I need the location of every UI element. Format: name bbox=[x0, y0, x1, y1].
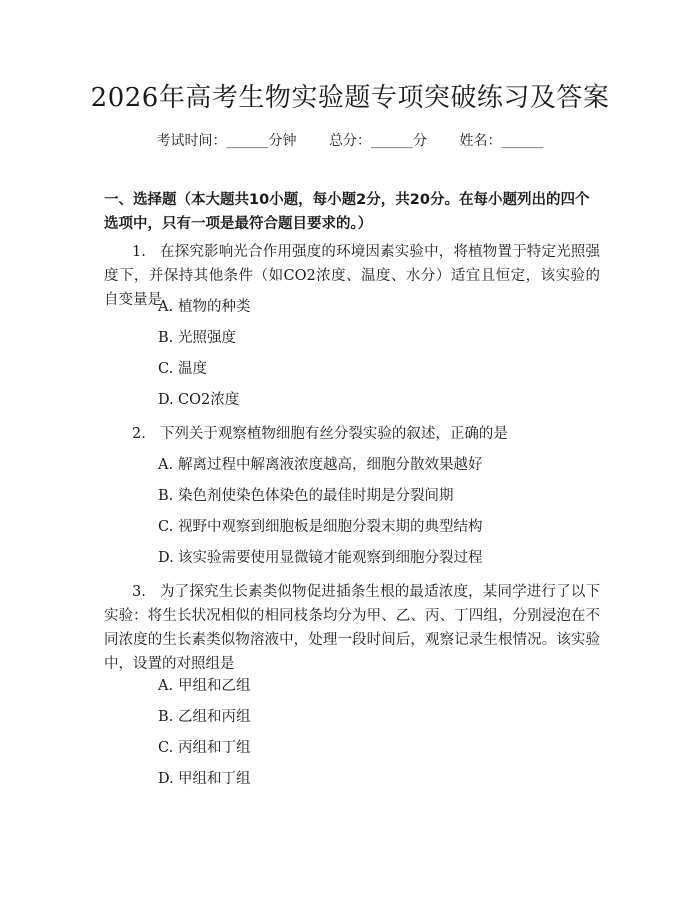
question-2-option-b bbox=[158, 485, 454, 507]
option-text: 甲组和乙组 bbox=[178, 678, 251, 694]
option-text: 光照强度 bbox=[178, 330, 236, 346]
question-2-option-d bbox=[158, 547, 483, 569]
question-number: 1. bbox=[132, 244, 146, 260]
question-1-option-b bbox=[158, 327, 236, 349]
option-label: B. bbox=[158, 330, 174, 346]
option-label: D. bbox=[158, 392, 174, 408]
option-text: 温度 bbox=[178, 361, 207, 377]
option-text: CO2浓度 bbox=[178, 392, 240, 408]
question-number: 3. bbox=[132, 584, 146, 600]
option-text: 解离过程中解离液浓度越高，细胞分散效果越好 bbox=[178, 457, 483, 473]
option-label: B. bbox=[158, 709, 174, 725]
question-1-option-c bbox=[158, 358, 207, 380]
option-label: A. bbox=[158, 299, 174, 315]
question-3 bbox=[104, 580, 600, 676]
section-heading: 一、选择题（本大题共10小题，每小题2分，共20分。在每小题列出的四个选项中，只有一项是最符合题目要求的。） bbox=[104, 192, 590, 232]
student-name-field: 姓名：______ bbox=[459, 133, 544, 149]
question-3-option-b bbox=[158, 706, 251, 728]
option-label: C. bbox=[158, 519, 174, 535]
page-title: 2026年高考生物实验题专项突破练习及答案 bbox=[90, 83, 610, 113]
option-label: B. bbox=[158, 488, 174, 504]
question-1-option-a bbox=[158, 296, 251, 318]
question-stem: 在探究影响光合作用强度的环境因素实验中，将植物置于特定光照强度下，并保持其他条件（如CO2浓度、温度、水分）适宜且恒定，该实验的自变量是 bbox=[104, 244, 600, 308]
option-text: 视野中观察到细胞板是细胞分裂末期的典型结构 bbox=[178, 519, 483, 535]
option-label: C. bbox=[158, 740, 174, 756]
option-text: 丙组和丁组 bbox=[178, 740, 251, 756]
question-number: 2. bbox=[132, 426, 146, 442]
option-text: 乙组和丙组 bbox=[178, 709, 251, 725]
option-label: D. bbox=[158, 771, 174, 787]
question-stem: 下列关于观察植物细胞有丝分裂实验的叙述，正确的是 bbox=[159, 426, 508, 442]
total-score-field: 总分：______分 bbox=[329, 133, 427, 149]
question-3-option-a bbox=[158, 675, 251, 697]
option-label: A. bbox=[158, 457, 174, 473]
question-1-option-d bbox=[158, 389, 239, 411]
question-3-option-d bbox=[158, 768, 251, 790]
option-text: 植物的种类 bbox=[178, 299, 251, 315]
option-label: D. bbox=[158, 550, 174, 566]
option-label: A. bbox=[158, 678, 174, 694]
exam-time-field: 考试时间：______分钟 bbox=[156, 133, 297, 149]
question-3-option-c bbox=[158, 737, 251, 759]
option-label: C. bbox=[158, 361, 174, 377]
option-text: 甲组和丁组 bbox=[178, 771, 251, 787]
option-text: 染色剂使染色体染色的最佳时期是分裂间期 bbox=[178, 488, 454, 504]
question-stem: 为了探究生长素类似物促进插条生根的最适浓度，某同学进行了以下实验：将生长状况相似的相同枝条均分为甲、乙、丙、丁四组，分别浸泡在不同浓度的生长素类似物溶液中，处理一段时间后，观察记录生根情况。该实验中，设置的对照组是 bbox=[104, 584, 600, 672]
question-2 bbox=[104, 422, 600, 446]
question-2-option-a bbox=[158, 454, 483, 476]
exam-info-line bbox=[0, 130, 700, 152]
option-text: 该实验需要使用显微镜才能观察到细胞分裂过程 bbox=[178, 550, 483, 566]
question-2-option-c bbox=[158, 516, 483, 538]
